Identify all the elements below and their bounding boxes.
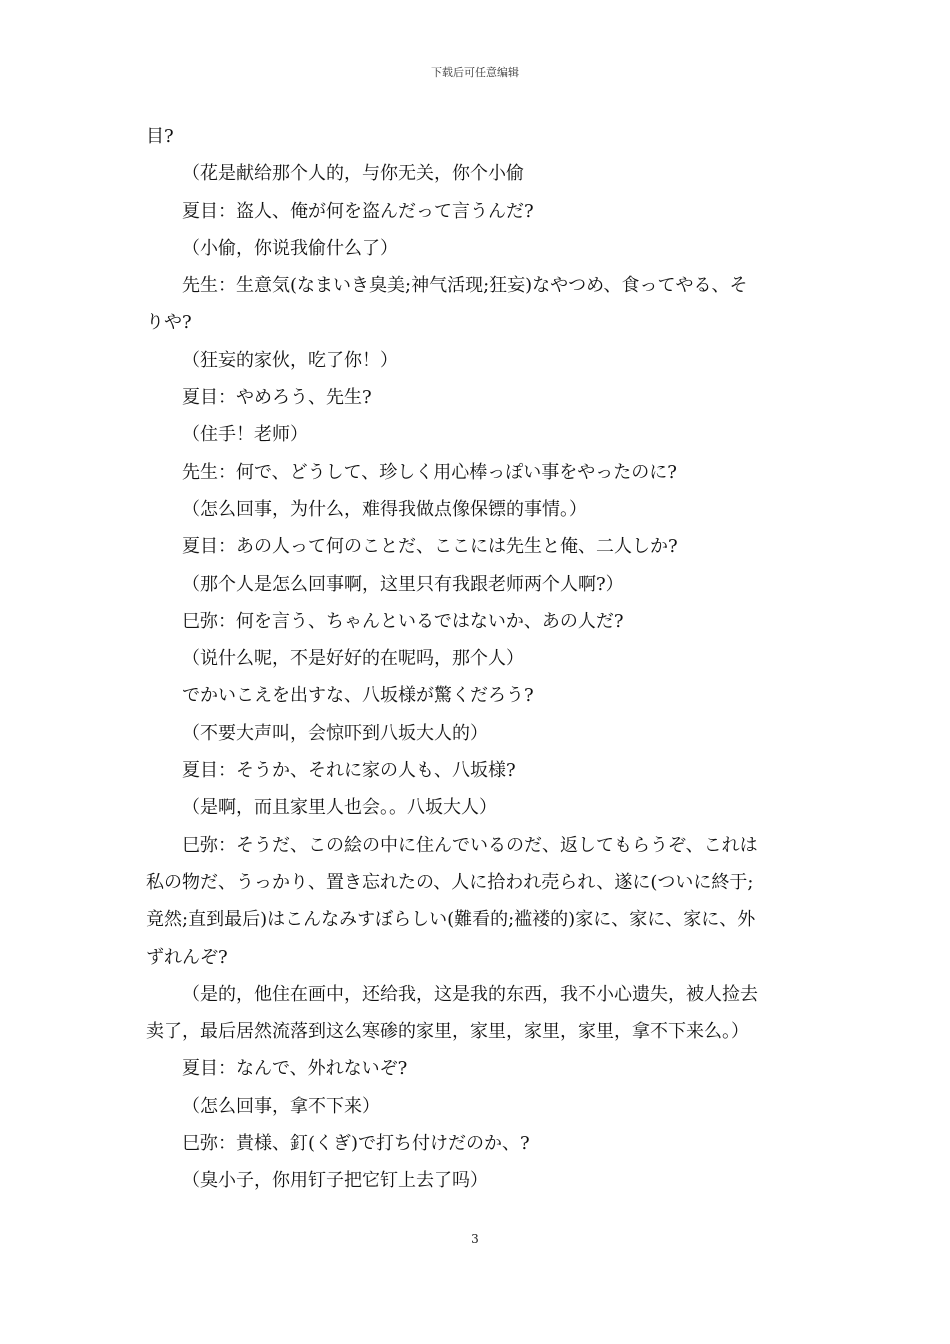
text-line: （是的，他住在画中，还给我，这是我的东西，我不小心遗失，被人捡去 <box>182 983 758 1005</box>
text-line: （不要大声叫，会惊吓到八坂大人的） <box>182 722 488 744</box>
text-line: でかいこえを出すな、八坂様が驚くだろう? <box>182 685 534 707</box>
text-line: （小偷，你说我偷什么了） <box>182 237 398 259</box>
page-number: 3 <box>471 1232 479 1246</box>
text-line: （臭小子，你用钉子把它钉上去了吗） <box>182 1170 488 1192</box>
text-line: （怎么回事，为什么，难得我做点像保镖的事情。） <box>182 498 587 520</box>
text-line: （是啊，而且家里人也会。。八坂大人） <box>182 797 497 819</box>
text-line: 先生：何で、どうして、珍しく用心棒っぽい事をやったのに? <box>182 461 677 483</box>
text-line: （住手！老师） <box>182 424 308 446</box>
document-body <box>146 118 810 1200</box>
text-line: （花是献给那个人的，与你无关，你个小偷 <box>182 163 524 185</box>
text-line: 夏目：そうか、それに家の人も、八坂様? <box>182 760 516 782</box>
text-line: （说什么呢，不是好好的在呢吗，那个人） <box>182 648 524 670</box>
page-header: 下载后可任意编辑 <box>431 66 519 79</box>
text-line: りや? <box>146 312 192 334</box>
text-line: 卖了，最后居然流落到这么寒碜的家里，家里，家里，家里，拿不下来么。） <box>146 1021 749 1043</box>
text-line: （怎么回事，拿不下来） <box>182 1095 380 1117</box>
text-line: 私の物だ、うっかり、置き忘れたの、人に拾われ売られ、遂に(ついに終于; <box>146 871 754 893</box>
text-line: （那个人是怎么回事啊，这里只有我跟老师两个人啊?） <box>182 573 624 595</box>
text-line: （狂妄的家伙，吃了你！） <box>182 349 398 371</box>
text-line: 巳弥：そうだ、この絵の中に住んでいるのだ、返してもらうぞ、これは <box>182 834 758 856</box>
text-line: 先生：生意気(なまいき臭美;神气活现;狂妄)なやつめ、食ってやる、そ <box>182 275 748 297</box>
text-line: 夏目：なんで、外れないぞ? <box>182 1058 408 1080</box>
text-line: ずれんぞ? <box>146 946 228 968</box>
text-line: 夏目：盗人、俺が何を盗んだって言うんだ? <box>182 200 534 222</box>
text-line: 巳弥：貴様、釘(くぎ)で打ち付けだのか、? <box>182 1133 530 1155</box>
text-line: 夏目：あの人って何のことだ、ここには先生と俺、二人しか? <box>182 536 678 558</box>
text-line: 目? <box>146 126 174 147</box>
text-line: 巳弥：何を言う、ちゃんといるではないか、あの人だ? <box>182 610 624 632</box>
text-line: 竟然;直到最后)はこんなみすぼらしい(難看的;褴褛的)家に、家に、家に、外 <box>146 909 756 931</box>
text-line: 夏目：やめろう、先生? <box>182 387 372 409</box>
